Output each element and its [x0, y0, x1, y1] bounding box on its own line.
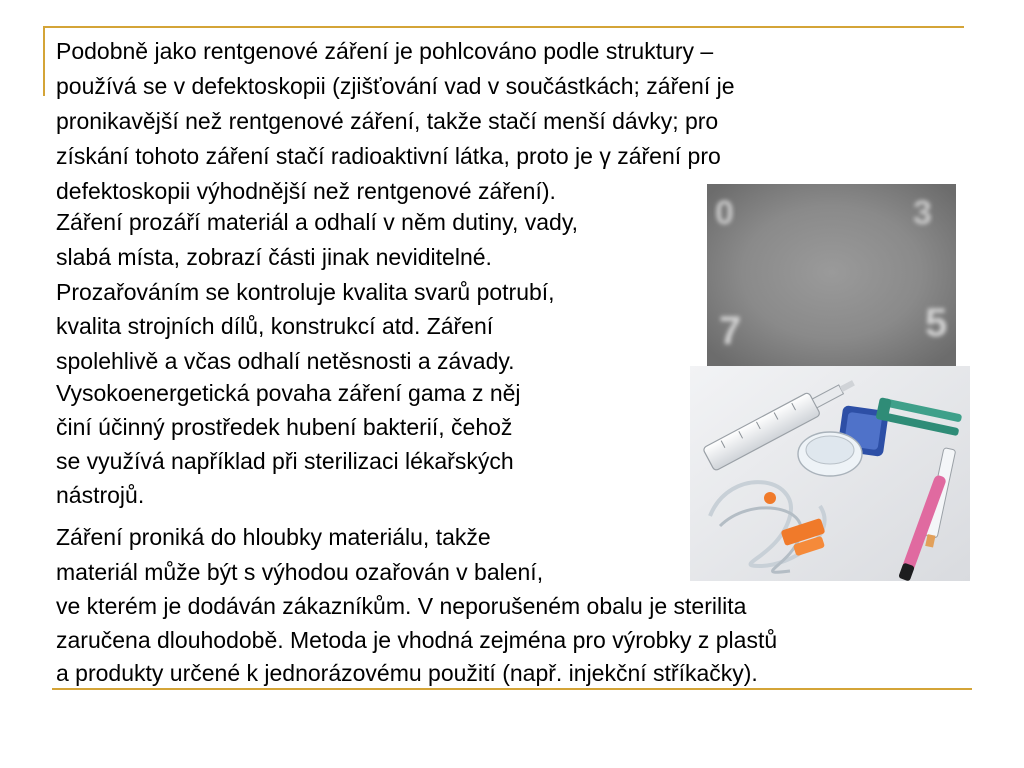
text-line: Vysokoenergetická povaha záření gama z něj — [56, 380, 521, 406]
text-line: Podobně jako rentgenové záření je pohlcováno podle struktury – — [56, 38, 714, 64]
text-line: materiál může být s výhodou ozařován v balení, — [56, 559, 544, 585]
text-line: zaručena dlouhodobě. Metoda je vhodná zejména pro výrobky z plastů — [56, 627, 778, 653]
bottom-rule — [52, 688, 972, 690]
top-rule — [43, 26, 964, 28]
text-line: nástrojů. — [56, 482, 145, 508]
text-line: Prozařováním se kontroluje kvalita svarů potrubí, — [56, 279, 555, 305]
xray-digit: 3 — [913, 194, 932, 232]
xray-digit: 0 — [715, 194, 734, 232]
left-rule — [43, 26, 45, 96]
text-line: Záření proniká do hloubky materiálu, takže — [56, 524, 491, 550]
text-line: Záření prozáří materiál a odhalí v něm dutiny, vady, — [56, 209, 579, 235]
xray-radiograph-image — [707, 184, 956, 368]
text-line: používá se v defektoskopii (zjišťování vad v součástkách; záření je — [56, 73, 735, 99]
xray-digit: 5 — [925, 301, 948, 345]
text-line: spolehlivě a včas odhalí netěsnosti a závady. — [56, 348, 515, 374]
xray-digit: 7 — [719, 309, 742, 353]
text-line: defektoskopii výhodnější než rentgenové záření). — [56, 178, 556, 204]
text-line: kvalita strojních dílů, konstrukcí atd. Záření — [56, 313, 494, 339]
text-line: ve kterém je dodáván zákazníkům. V neporušeném obalu je sterilita — [56, 593, 747, 619]
text-line: pronikavější než rentgenové záření, takže stačí menší dávky; pro — [56, 108, 719, 134]
text-line: získání tohoto záření stačí radioaktivní látka, proto je γ záření pro — [56, 143, 721, 169]
medical-instruments-image — [690, 366, 970, 581]
text-line: se využívá například při sterilizaci lékařských — [56, 448, 514, 474]
text-line: slabá místa, zobrazí části jinak neviditelné. — [56, 244, 492, 270]
text-line: činí účinný prostředek hubení bakterií, čehož — [56, 414, 513, 440]
text-line: a produkty určené k jednorázovému použití (např. injekční stříkačky). — [56, 660, 758, 686]
